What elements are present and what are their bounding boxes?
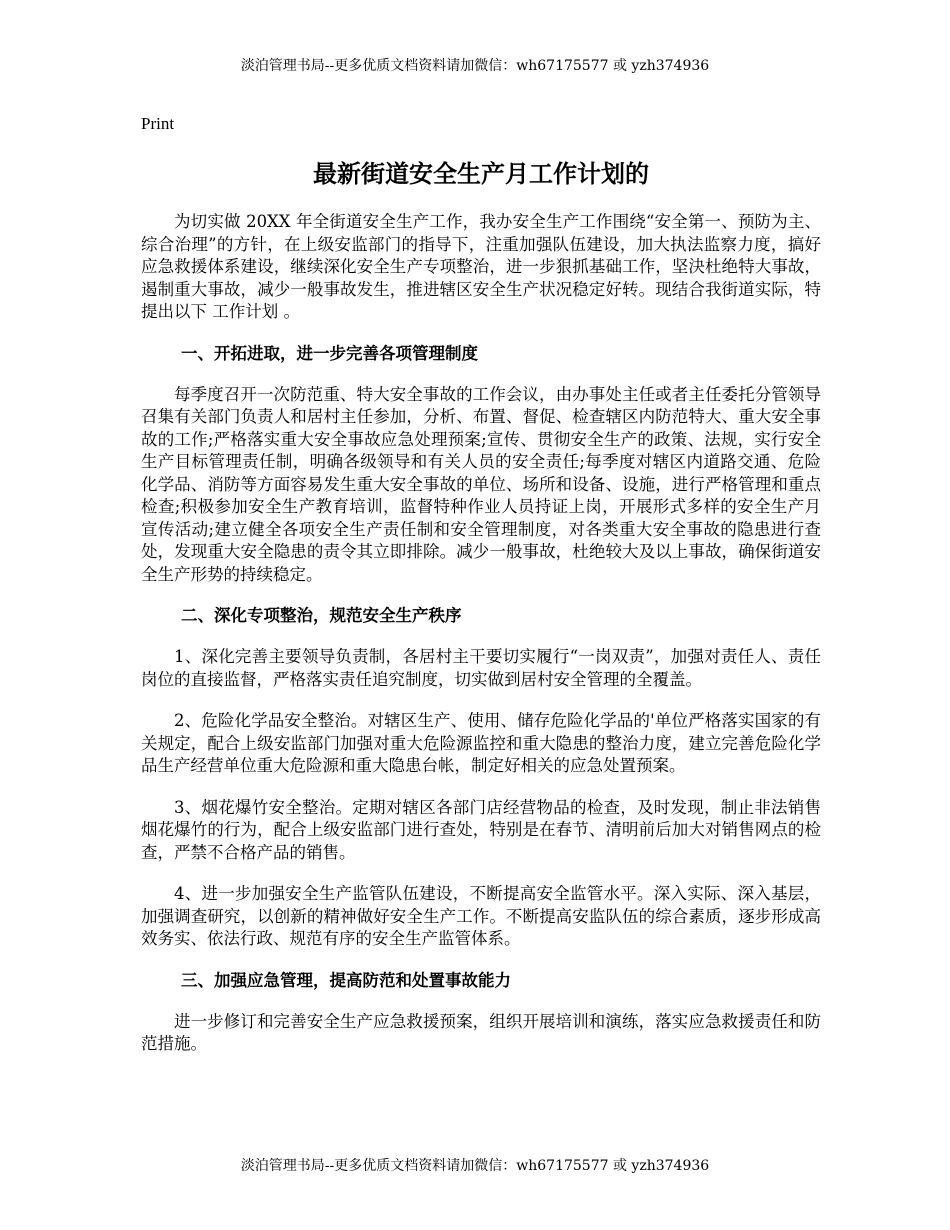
intro-paragraph: 为切实做 20XX 年全街道安全生产工作，我办安全生产工作围绕“安全第一、预防为主、综合治理”的方针，在上级安监部门的指导下，注重加强队伍建设，加大执法监察力度，搞好应急救援体系建设，继续深化安全生产专项整治，进一步狠抓基础工作，坚決杜绝特大事故，遏制重大事故，减少一般事故发生，推进辖区安全生产状况稳定好转。现结合我街道实际，特提出以下 工作计划 。 (141, 212, 821, 321)
section-heading-3: 三、加强应急管理，提高防范和处置事故能力 (181, 970, 511, 990)
print-label: Print (141, 114, 175, 133)
section-1-paragraph: 每季度召开一次防范重、特大安全事故的工作会议，由办事处主任或者主任委托分管领导召集有关部门负责人和居村主任参加，分析、布置、督促、检查辖区内防范特大、重大安全事故的工作;严格落实重大安全事故应急处理预案;宣传、贯彻安全生产的政策、法规，实行安全生产目标管理责任制，明确各级领导和有关人员的安全责任;每季度对辖区内道路交通、危险化学品、消防等方面容易发生重大安全事故的单位、场所和设备、设施，进行严格管理和重点检查;积极参加安全生产教育培训，监督特种作业人员持证上岗，开展形式多样的安全生产月宣传活动;建立健全各项安全生产责任制和安全管理制度，对各类重大安全事故的隐患进行查处，发现重大安全隐患的责令其立即排除。减少一般事故，杜绝较大及以上事故，确保街道安全生产形势的持续稳定。 (141, 384, 821, 584)
document-title: 最新街道安全生产月工作计划的 (313, 159, 649, 188)
page-footer: 淡泊管理书局--更多优质文档资料请加微信：wh67175577 或 yzh374936 (240, 1158, 710, 1174)
document-body (141, 156, 821, 1075)
section-heading-1: 一、开拓进取，进一步完善各项管理制度 (181, 343, 478, 363)
section-2-item-3: 3、烟花爆竹安全整治。定期对辖区各部门店经营物品的检查，及时发现，制止非法销售烟花爆竹的行为，配合上级安监部门进行查处，特别是在春节、清明前后加大对销售网点的检查，严禁不合格产品的销售。 (141, 797, 821, 862)
section-2-item-2: 2、危险化学品安全整治。对辖区生产、使用、储存危险化学品的'单位严格落实国家的有关规定，配合上级安监部门加强对重大危险源监控和重大隐患的整治力度，建立完善危险化学品生产经营单位重大危险源和重大隐患台帐，制定好相关的应急处置预案。 (141, 711, 821, 775)
section-2-item-4: 4、进一步加强安全生产监管队伍建设，不断提高安全监管水平。深入实际、深入基层，加强调查研究，以创新的精神做好安全生产工作。不断提高安监队伍的综合素质，逐步形成高效务实、依法行政、规范有序的安全生产监管体系。 (141, 884, 821, 948)
section-2-item-1: 1、深化完善主要领导负责制，各居村主干要切实履行“一岗双责”，加强对责任人、责任岗位的直接监督，严格落实责任追究制度，切实做到居村安全管理的全覆盖。 (141, 647, 821, 689)
section-3-paragraph: 进一步修订和完善安全生产应急救援预案，组织开展培训和演练，落实应急救援责任和防范措施。 (141, 1011, 821, 1053)
section-heading-2: 二、深化专项整治，规范安全生产秩序 (181, 606, 462, 625)
page-header: 淡泊管理书局--更多优质文档资料请加微信：wh67175577 或 yzh374936 (240, 58, 710, 74)
